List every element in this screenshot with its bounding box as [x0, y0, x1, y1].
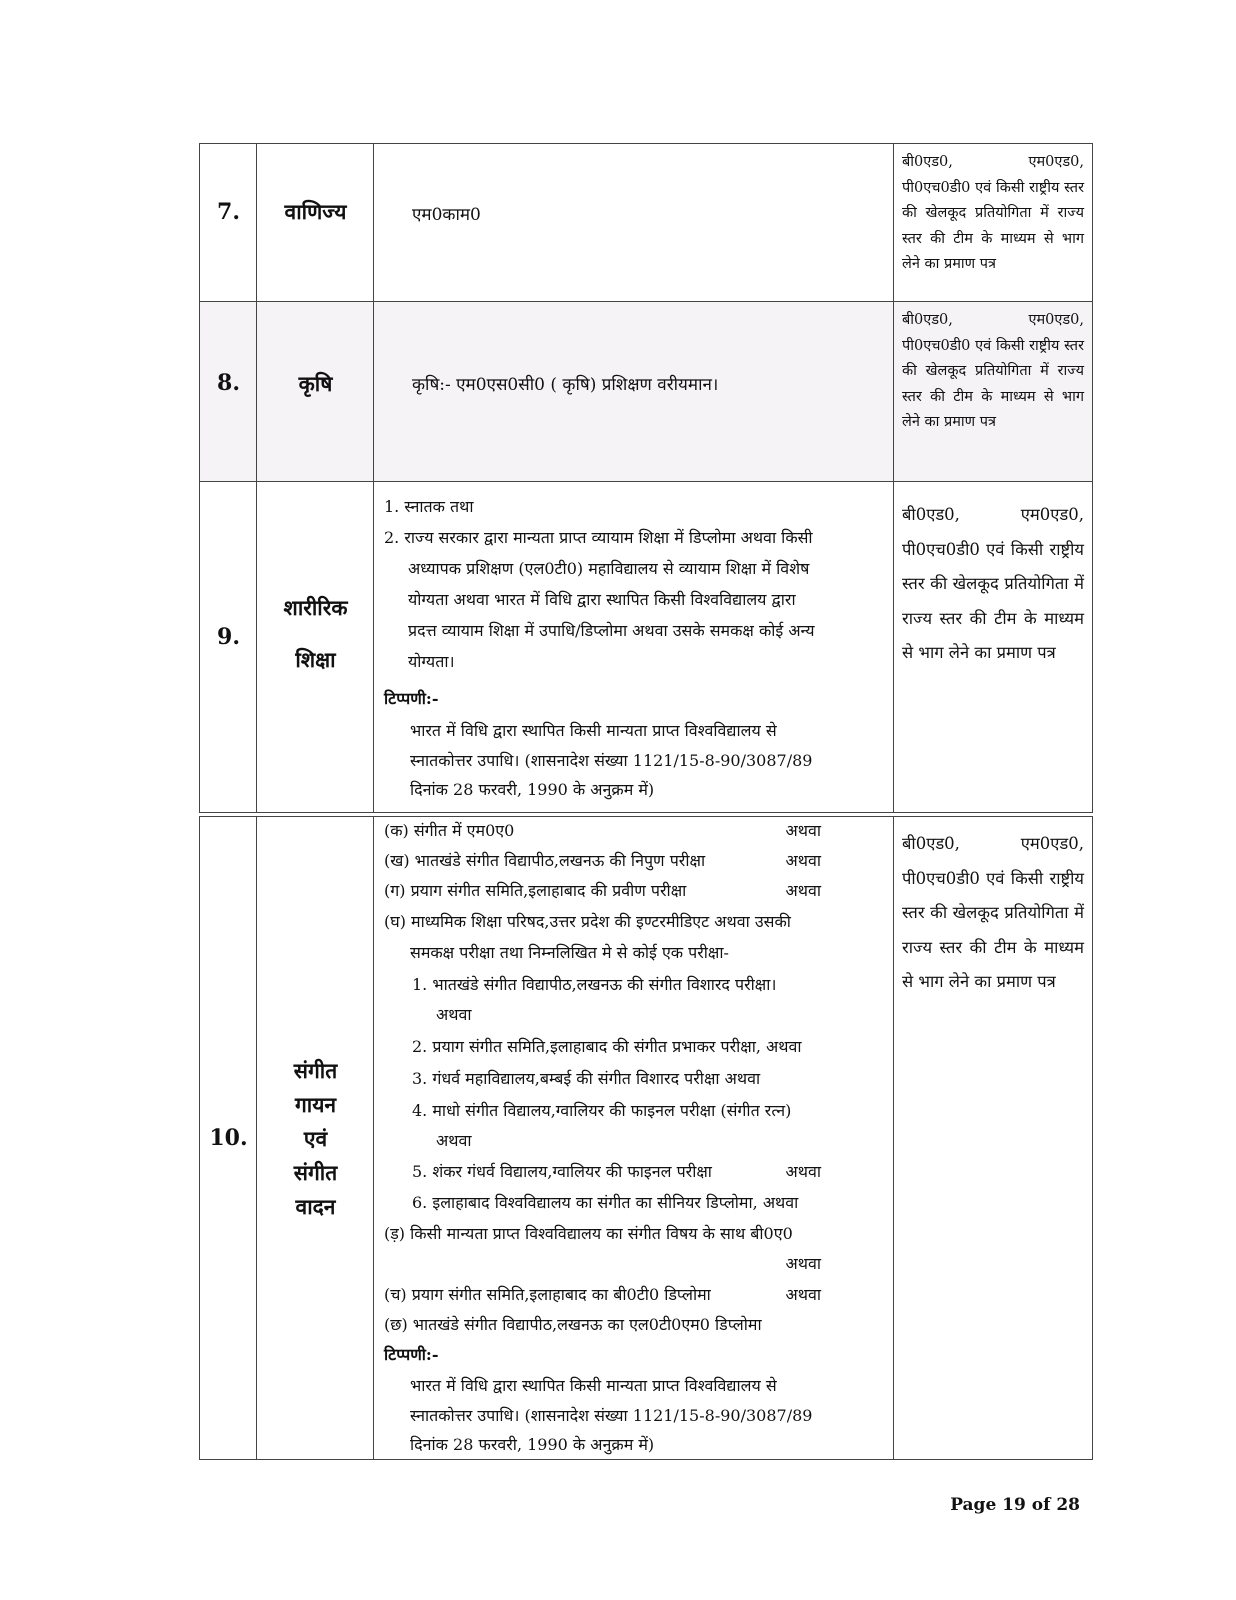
sub-list-item: 5. शंकर गंधर्व विद्यालय,ग्वालियर की फाइनल परीक्षा: [412, 1162, 712, 1181]
requirement-text: बी0एड0, एम0एड0, पी0एच0डी0 एवं किसी राष्ट्रीय स्तर की खेलकूद प्रतियोगिता में राज्य स्तर की टीम के माध्यम से भाग लेने का प्रमाण पत्र: [902, 505, 1084, 662]
alternative-word: अथवा: [785, 881, 821, 900]
sub-list-item: अथवा: [436, 1005, 472, 1024]
sub-list-item: अथवा: [436, 1131, 472, 1150]
alternative-word: अथवा: [785, 1162, 821, 1181]
requirement-text: बी0एड0, एम0एड0, पी0एच0डी0 एवं किसी राष्ट्रीय स्तर की खेलकूद प्रतियोगिता में राज्य स्तर की टीम के माध्यम से भाग लेने का प्रमाण पत्र: [902, 154, 1084, 272]
requirement-text: बी0एड0, एम0एड0, पी0एच0डी0 एवं किसी राष्ट्रीय स्तर की खेलकूद प्रतियोगिता में राज्य स्तर की टीम के माध्यम से भाग लेने का प्रमाण पत्र: [902, 834, 1084, 991]
note-label: टिप्पणी:-: [384, 689, 439, 708]
list-item: (ख) भातखंडे संगीत विद्यापीठ,लखनऊ की निपुण परीक्षा: [384, 851, 706, 870]
note-line: भारत में विधि द्वारा स्थापित किसी मान्यता प्राप्त विश्वविद्यालय से: [410, 721, 777, 740]
qualification-text: कृषि:- एम0एस0सी0 ( कृषि) प्रशिक्षण वरीयमान।: [412, 375, 719, 395]
subject-name-line: वादन: [295, 1194, 336, 1219]
note-line: स्नातकोत्तर उपाधि। (शासनादेश संख्या 1121/15-8-90/3087/89: [410, 1406, 813, 1425]
subject-name-line: शिक्षा: [295, 647, 336, 672]
row-number: 8.: [217, 370, 240, 396]
alternative-word: अथवा: [785, 821, 821, 840]
list-item: (छ) भातखंडे संगीत विद्यापीठ,लखनऊ का एल0टी0एम0 डिप्लोमा: [384, 1315, 762, 1334]
list-item: (क) संगीत में एम0ए0: [384, 821, 515, 840]
list-item: अध्यापक प्रशिक्षण (एल0टी0) महाविद्यालय से व्यायाम शिक्षा में विशेष: [408, 559, 810, 578]
sub-list-item: 2. प्रयाग संगीत समिति,इलाहाबाद की संगीत प्रभाकर परीक्षा, अथवा: [412, 1037, 802, 1056]
list-item: समकक्ष परीक्षा तथा निम्नलिखित मे से कोई एक परीक्षा-: [410, 943, 729, 962]
sub-list-item: 6. इलाहाबाद विश्वविद्यालय का संगीत का सीनियर डिप्लोमा, अथवा: [412, 1193, 799, 1212]
list-item: (घ) माध्यमिक शिक्षा परिषद,उत्तर प्रदेश की इण्टरमीडिएट अथवा उसकी: [384, 912, 791, 931]
table-row-10: [199, 816, 1093, 1460]
list-item: 1. स्नातक तथा: [384, 497, 474, 516]
note-line: भारत में विधि द्वारा स्थापित किसी मान्यता प्राप्त विश्वविद्यालय से: [410, 1376, 777, 1395]
alternative-word: अथवा: [785, 851, 821, 870]
row-number: 10.: [209, 1125, 248, 1151]
sub-list-item: 1. भातखंडे संगीत विद्यापीठ,लखनऊ की संगीत विशारद परीक्षा।: [412, 975, 777, 994]
sub-list-item: 4. माधो संगीत विद्यालय,ग्वालियर की फाइनल परीक्षा (संगीत रत्न): [412, 1101, 792, 1120]
page-number: Page 19 of 28: [950, 1495, 1080, 1515]
note-line: दिनांक 28 फरवरी, 1990 के अनुक्रम में): [410, 780, 655, 799]
note-line: दिनांक 28 फरवरी, 1990 के अनुक्रम में): [410, 1435, 655, 1454]
subject-name-line: शारीरिक: [283, 595, 348, 620]
subject-name: कृषि: [298, 371, 333, 396]
list-item: प्रदत्त व्यायाम शिक्षा में उपाधि/डिप्लोमा अथवा उसके समकक्ष कोई अन्य: [408, 621, 815, 640]
subject-name-line: संगीत: [293, 1160, 338, 1185]
note-label: टिप्पणी:-: [384, 1345, 439, 1364]
alternative-word: अथवा: [785, 1285, 821, 1304]
table-row-8: [199, 301, 1093, 482]
note-line: स्नातकोत्तर उपाधि। (शासनादेश संख्या 1121/15-8-90/3087/89: [410, 751, 813, 770]
row-number: 7.: [217, 199, 240, 225]
list-item: 2. राज्य सरकार द्वारा मान्यता प्राप्त व्यायाम शिक्षा में डिप्लोमा अथवा किसी: [384, 528, 813, 547]
list-item: योग्यता।: [408, 652, 455, 671]
requirement-text: बी0एड0, एम0एड0, पी0एच0डी0 एवं किसी राष्ट्रीय स्तर की खेलकूद प्रतियोगिता में राज्य स्तर की टीम के माध्यम से भाग लेने का प्रमाण पत्र: [902, 312, 1084, 430]
subject-name-line: संगीत: [293, 1058, 338, 1083]
alternative-word: अथवा: [785, 1254, 821, 1273]
table-row-7: [199, 143, 1093, 302]
list-item: (ग) प्रयाग संगीत समिति,इलाहाबाद की प्रवीण परीक्षा: [384, 881, 687, 900]
list-item: योग्यता अथवा भारत में विधि द्वारा स्थापित किसी विश्वविद्यालय द्वारा: [408, 590, 796, 609]
subject-name-line: एवं: [303, 1126, 328, 1151]
qualification-text: एम0काम0: [412, 205, 481, 225]
row-number: 9.: [217, 624, 240, 650]
list-item: (ड़) किसी मान्यता प्राप्त विश्वविद्यालय का संगीत विषय के साथ बी0ए0: [384, 1224, 793, 1243]
list-item: (च) प्रयाग संगीत समिति,इलाहाबाद का बी0टी0 डिप्लोमा: [384, 1285, 711, 1304]
table-row-9: [199, 481, 1093, 813]
subject-name-line: गायन: [294, 1092, 337, 1117]
subject-name: वाणिज्य: [284, 199, 347, 224]
sub-list-item: 3. गंधर्व महाविद्यालय,बम्बई की संगीत विशारद परीक्षा अथवा: [412, 1069, 761, 1088]
